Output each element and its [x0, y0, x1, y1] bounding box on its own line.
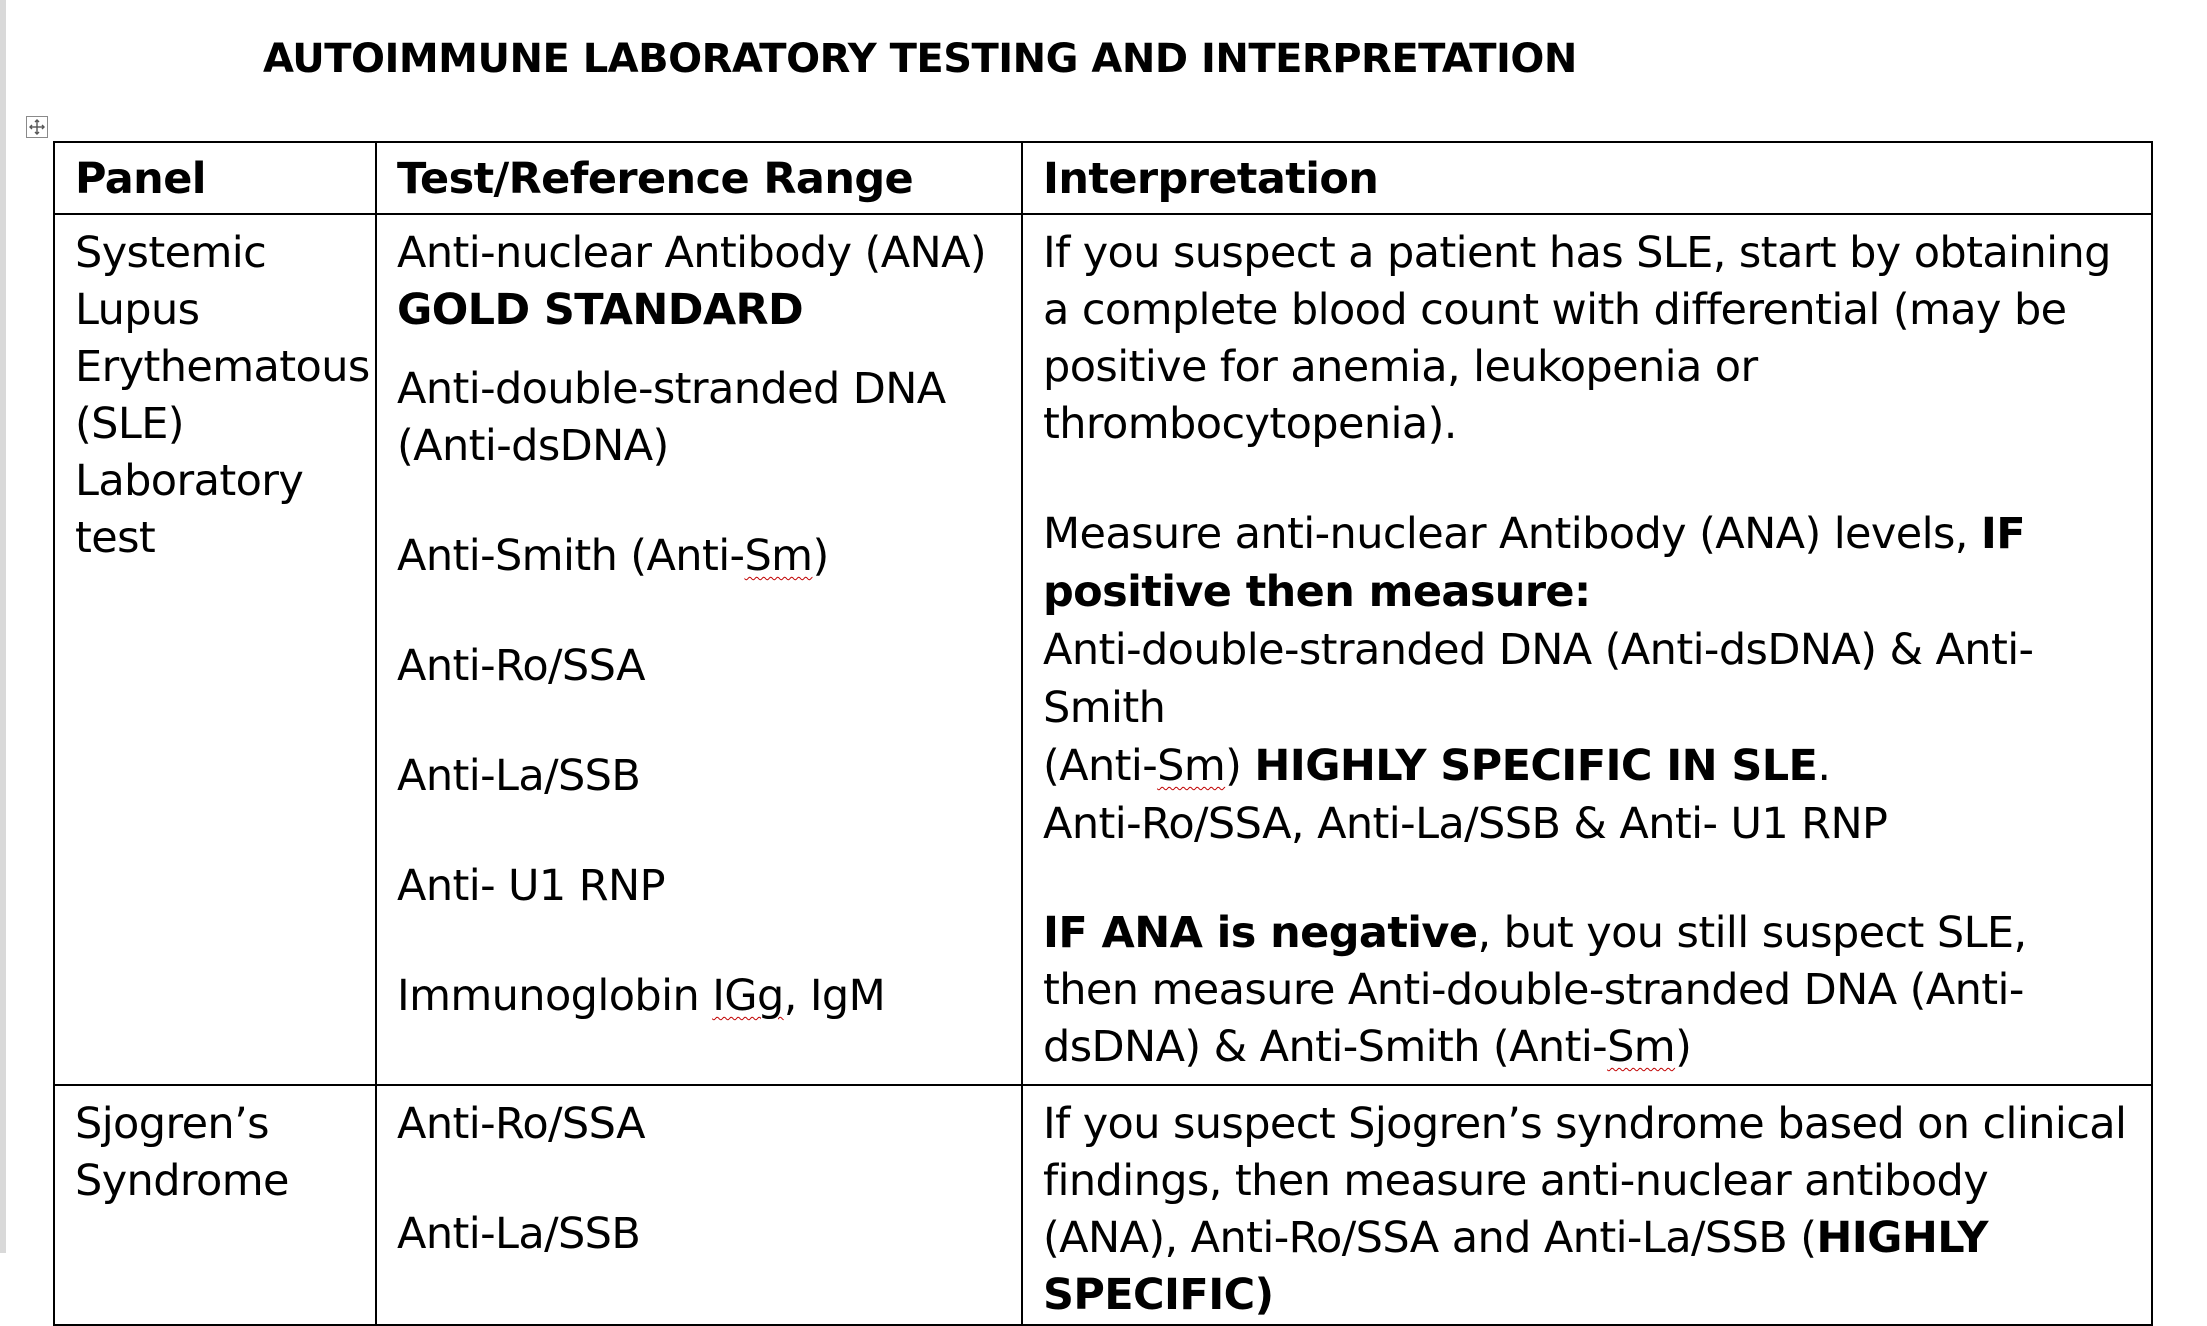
test-anti-la: Anti-La/SSB — [397, 751, 641, 801]
panel-line: Syndrome — [75, 1156, 289, 1206]
gold-standard-note: GOLD STANDARD — [397, 285, 804, 335]
highly-specific-sle-bold: HIGHLY SPECIFIC IN SLE — [1254, 741, 1818, 791]
test-ana — [397, 225, 1001, 339]
panel-line: Sjogren’s — [75, 1099, 269, 1149]
panel-line: Lupus — [75, 285, 200, 335]
table-row-sjogren — [54, 1085, 2152, 1325]
test-anti-ro: Anti-Ro/SSA — [397, 641, 645, 691]
ana-negative-text: , but you still suspect SLE, then measure Anti-double-stranded DNA (Anti-dsDNA) & Anti-Smith (Anti- — [1043, 908, 2027, 1072]
interpretation-cell-sjogren — [1022, 1085, 2152, 1325]
move-arrows-icon — [27, 117, 47, 137]
test-anti-ro: Anti-Ro/SSA — [397, 1099, 645, 1149]
interpretation-paragraph-cbc: If you suspect a patient has SLE, start by obtaining a complete blood count with differential (may be positive for anemia, leukopenia or thrombocytopenia). — [1043, 228, 2111, 449]
table-row-sle — [54, 214, 2152, 1085]
spellcheck-word: IGg — [712, 971, 784, 1021]
ana-positive-tests-line: Anti-double-stranded DNA (Anti-dsDNA) & Anti-Smith — [1043, 625, 2034, 733]
ana-measure-text: Measure anti-nuclear Antibody (ANA) levels, — [1043, 509, 1981, 559]
header-interpretation: Interpretation — [1022, 142, 2152, 214]
interpretation-cell-sle — [1022, 214, 2152, 1085]
header-test-reference-range: Test/Reference Range — [376, 142, 1022, 214]
panel-line: Systemic — [75, 228, 267, 278]
panel-cell-sle — [54, 214, 376, 1085]
highly-specific-period: . — [1817, 741, 1831, 791]
test-immunoglobin — [397, 968, 1001, 1025]
test-cell-sle — [376, 214, 1022, 1085]
test-anti-u1-rnp: Anti- U1 RNP — [397, 861, 665, 911]
interpretation-paragraph-ana-negative — [1043, 905, 2131, 1076]
ro-la-u1-line: Anti-Ro/SSA, Anti-La/SSB & Anti- U1 RNP — [1043, 799, 1888, 849]
ana-positive-bold: IF positive then measure: — [1043, 509, 2026, 617]
page-margin-edge — [0, 0, 6, 1253]
interpretation-paragraph-ana — [1043, 505, 2131, 853]
test-anti-dsdna-line1: Anti-double-stranded DNA — [397, 364, 946, 414]
panel-cell-sjogren — [54, 1085, 376, 1325]
lab-testing-table — [53, 141, 2153, 1326]
document-title: AUTOIMMUNE LABORATORY TESTING AND INTERPRETATION — [263, 36, 1577, 82]
test-anti-smith — [397, 528, 1001, 585]
sjogren-interpretation-text: If you suspect Sjogren’s syndrome based on clinical findings, then measure anti-nuclear antibody (ANA), Anti-Ro/SSA and Anti-La/SSB ( — [1043, 1099, 2127, 1263]
test-anti-smith-prefix: Anti-Smith (Anti- — [397, 531, 745, 581]
test-cell-sjogren — [376, 1085, 1022, 1325]
test-anti-dsdna — [397, 361, 1001, 475]
test-anti-smith-suffix: ) — [812, 531, 829, 581]
panel-line: Erythematous — [75, 342, 370, 392]
highly-specific-prefix: (Anti- — [1043, 741, 1158, 791]
test-ana-label: Anti-nuclear Antibody (ANA) — [397, 228, 987, 278]
table-move-handle[interactable] — [26, 116, 48, 138]
test-immunoglobin-prefix: Immunoglobin — [397, 971, 713, 1021]
test-immunoglobin-suffix: , IgM — [783, 971, 886, 1021]
spellcheck-word: Sm — [1607, 1022, 1676, 1072]
panel-line: (SLE) — [75, 399, 184, 449]
ana-negative-end: ) — [1675, 1022, 1692, 1072]
ana-negative-bold: IF ANA is negative — [1043, 908, 1478, 958]
header-panel: Panel — [54, 142, 376, 214]
spellcheck-word: Sm — [744, 531, 813, 581]
panel-line: test — [75, 513, 156, 563]
highly-specific-line — [1043, 737, 2131, 795]
spellcheck-word: Sm — [1157, 741, 1226, 791]
table-header-row — [54, 142, 2152, 214]
sjogren-highly-specific-bold: HIGHLY SPECIFIC) — [1043, 1213, 1988, 1320]
highly-specific-paren: ) — [1225, 741, 1255, 791]
test-anti-dsdna-line2: (Anti-dsDNA) — [397, 421, 669, 471]
panel-line: Laboratory — [75, 456, 304, 506]
test-anti-la: Anti-La/SSB — [397, 1209, 641, 1259]
